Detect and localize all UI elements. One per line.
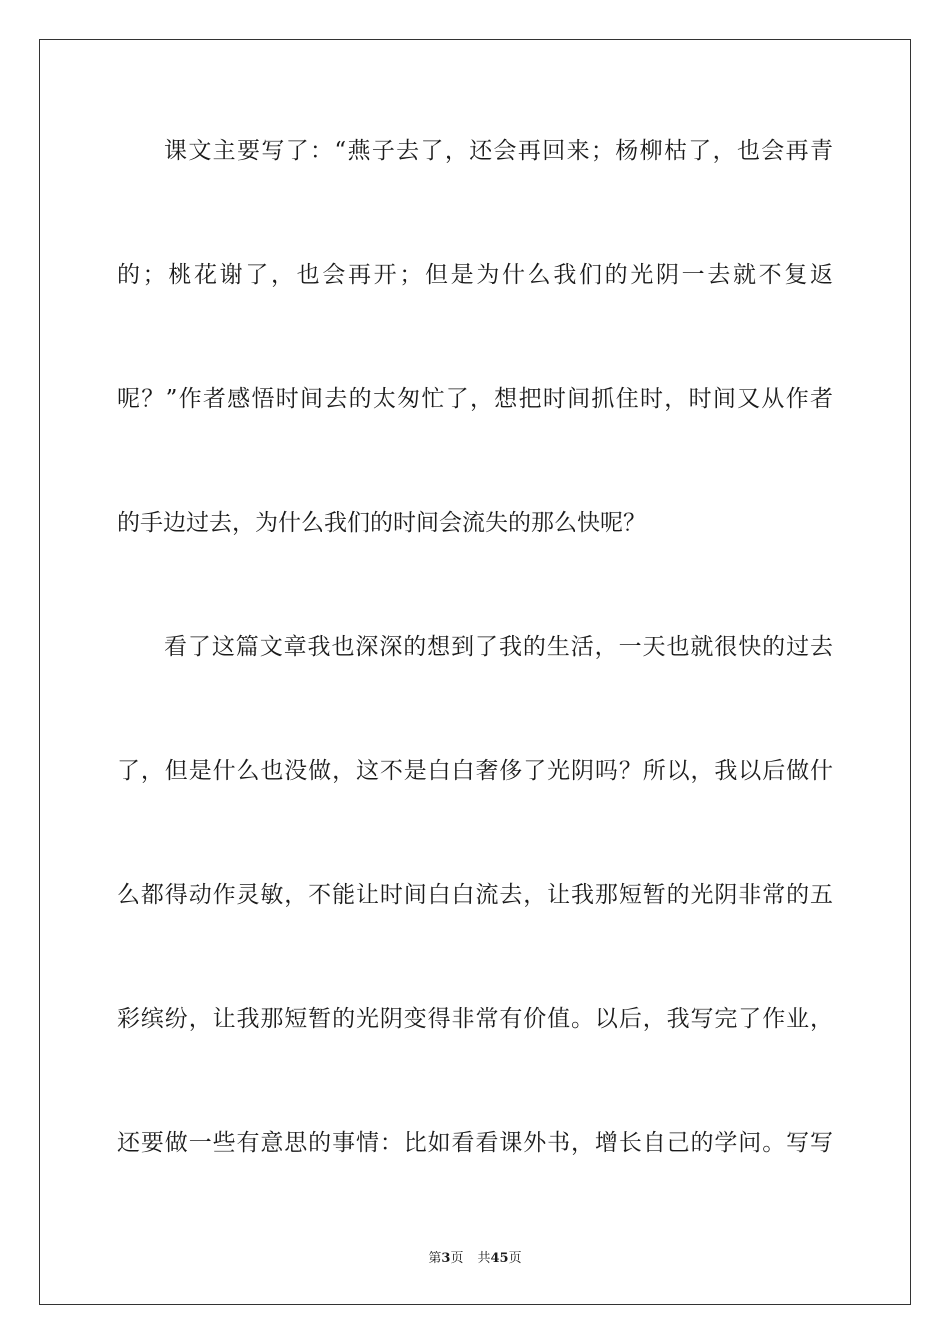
paragraph-1-line-2: 的；桃花谢了，也会再开；但是为什么我们的光阴一去就不复返: [117, 262, 833, 288]
total-prefix: 共: [477, 1251, 491, 1266]
total-pages: 45: [490, 1251, 509, 1266]
page-suffix: 页: [450, 1251, 464, 1266]
page-number: 3: [441, 1251, 451, 1266]
paragraph-2-line-2: 了，但是什么也没做，这不是白白奢侈了光阴吗？所以，我以后做什: [117, 758, 833, 784]
total-suffix: 页: [508, 1251, 522, 1266]
paragraph-2-line-1: 看了这篇文章我也深深的想到了我的生活，一天也就很快的过去: [164, 634, 833, 660]
paragraph-1-line-1: 课文主要写了：“燕子去了，还会再回来；杨柳枯了，也会再青: [164, 138, 833, 164]
paragraph-2-line-4: 彩缤纷，让我那短暂的光阴变得非常有价值。以后，我写完了作业，: [117, 1006, 833, 1032]
page-frame: [39, 39, 911, 1305]
paragraph-2-line-3: 么都得动作灵敏，不能让时间白白流去，让我那短暂的光阴非常的五: [117, 882, 833, 908]
page-prefix: 第: [428, 1251, 442, 1266]
paragraph-2-line-5: 还要做一些有意思的事情：比如看看课外书，增长自己的学问。写写: [117, 1130, 833, 1156]
page-footer: [0, 1247, 950, 1266]
paragraph-1-line-4: 的手边过去，为什么我们的时间会流失的那么快呢？: [117, 510, 646, 536]
paragraph-1-line-3: 呢？”作者感悟时间去的太匆忙了，想把时间抓住时，时间又从作者: [117, 386, 833, 412]
